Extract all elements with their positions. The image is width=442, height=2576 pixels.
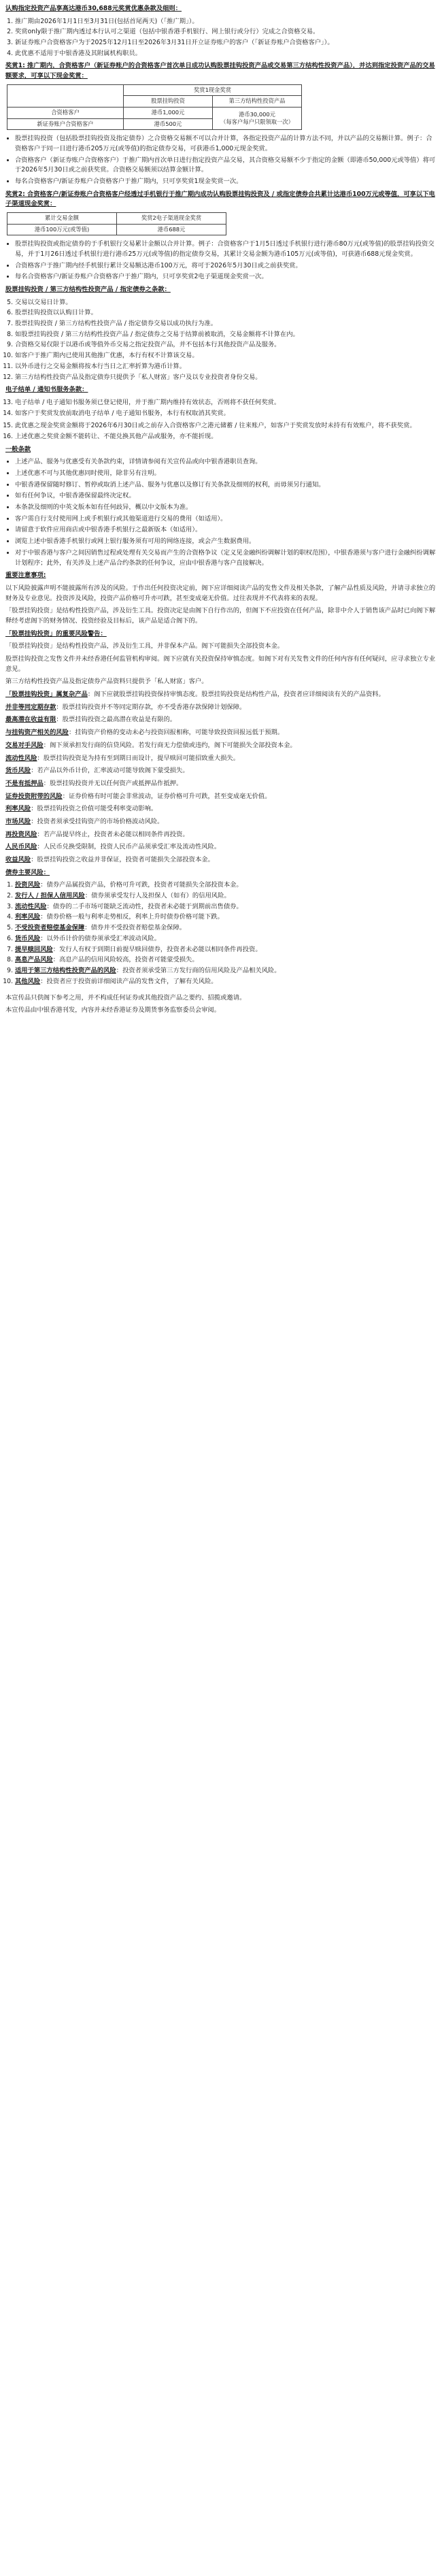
list-item: 12. 第三方结构性投资产品及指定债券只提供予「私人财富」客户及以专业投资者身份交易。	[15, 373, 437, 383]
risk-text: 股票挂钩投资之最高潜在收益是有限的。	[62, 716, 177, 724]
bond-heading: 债券主要风险：	[5, 868, 50, 876]
list-item: • 如有任何争议，中银香港保留最终决定权。	[15, 491, 437, 501]
bond-risk-text: 债券须承受发行人及担保人（如有）的信用风险。	[91, 892, 231, 900]
risk-title: 交易对手风险	[5, 741, 44, 749]
table-row	[7, 224, 226, 235]
risk-text: 股票挂钩投资之价值可能受利率变动影响。	[37, 805, 158, 813]
risk-paragraph: 人民币风险：人民币兑换受限制，投资人民币产品须承受汇率及流动性风险。	[5, 843, 221, 851]
list-item: 14. 如客户于奖赏发放前取消电子结单 / 电子通知书服务，本行有权取消其奖赏。	[15, 409, 437, 419]
list-item: 6. 货币风险：以外币计价的债券须承受汇率波动风险。	[15, 934, 437, 944]
section2-heading: 奖赏1: 推广期内，合资格客户（新证券账户的合资格客户首次单日成功认购股票挂钩投资产品或交易第三方结构性投资产品），并达到指定投资产品的交易额要求，可享以下现金奖赏：	[5, 62, 435, 80]
bond-risk-text: 高息产品的信用风险较高，投资者可能蒙受损失。	[59, 956, 199, 964]
risk-paragraph: 货币风险：若产品以外币计价，汇率波动可能导致阁下蒙受损失。	[5, 767, 189, 775]
paragraph: 「股票挂钩投资」是结构性投资产品，涉及衍生工具，并非保本产品。阁下可能损失全部投资本金。	[5, 642, 284, 650]
bond-risk-text: 投资者应于投资前详细阅读产品的发售文件，了解有关风险。	[46, 977, 218, 985]
risk-title: 不是有抵押品	[5, 779, 44, 787]
list-item: 8. 高息产品风险：高息产品的信用风险较高，投资者可能蒙受损失。	[15, 955, 437, 965]
table-cell: 合资格客户	[7, 108, 124, 119]
bond-risk-title: 适用于第三方结构性投资产品的风险	[15, 966, 116, 974]
list-item: 4. 此优惠不适用于中银香港及其附属机构职员。	[15, 49, 437, 59]
list-item: 7. 股票挂钩投资 / 第三方结构性投资产品 / 指定债券交易以成功执行为准。	[15, 319, 437, 329]
risk-text: 人民币兑换受限制，投资人民币产品须承受汇率及流动性风险。	[43, 843, 221, 851]
risk-text: 阁下须承担发行商的信贷风险。若发行商无力偿债或违约，阁下可能损失全部投资本金。	[50, 741, 296, 749]
list-item: 8. 如股票挂钩投资 / 第三方结构性投资产品 / 指定债券之交易于结算前被取消，交易金额将不计算在内。	[15, 330, 437, 340]
risk-text: 股票挂钩投资并无以任何资产或抵押品作抵押。	[50, 779, 183, 787]
list-item: 9. 合资格交易仅限于以港币或等值外币交易之指定投资产品，并不包括本行其他投资产品及服务。	[15, 340, 437, 350]
reward2-table	[7, 212, 226, 235]
section5-heading: 电子结单 / 通知书服务条款：	[5, 386, 88, 394]
section4-heading: 股票挂钩投资 / 第三方结构性投资产品 / 指定债券之条款：	[5, 286, 171, 294]
bond-risk-title: 流动性风险	[15, 902, 47, 910]
risk-text: 挂钩资产价格的变动未必与投资回报相称，可能导致投资回报远低于预期。	[75, 729, 284, 737]
paragraph: 「股票挂钩投资」是结构性投资产品，涉及衍生工具。投资决定是由阁下自行作出的，但阁下不应投资在任何产品，除非中介人于销售该产品时已向阁下解释经考虑阁下的财务情况、投资经验及目标后，该产品是适合阁下的。	[5, 607, 436, 625]
table-header: 累计交易金额	[7, 213, 117, 225]
bond-risk-text: 以外币计价的债券须承受汇率波动风险。	[46, 934, 160, 942]
list-item: • 浏览上述中银香港手机银行或网上银行服务须有可用的网络连接，或会产生数据费用。	[15, 537, 437, 547]
list-item: • 合资格客户（新证券账户合资格客户）于推广期内首次单日进行指定投资产品交易，其合资格交易额不少于指定的金额（即港币50,000元或等值）将可于2026年5月30日或之前获奖赏。合资格交易额须以结算金额计算。	[15, 156, 437, 176]
risk-title: 「股票挂钩投资」属复杂产品	[5, 691, 88, 699]
risk-paragraph: 流动性风险：股票挂钩投资是为持有至到期日而设计，提早赎回可能招致重大损失。	[5, 754, 240, 762]
risk-paragraph: 利率风险：股票挂钩投资之价值可能受利率变动影响。	[5, 805, 158, 813]
risk-title: 收益风险	[5, 856, 31, 864]
list-item: 16. 上述优惠之奖赏金额不能转让、不能兑换其他产品或服务，亦不能折现。	[15, 432, 437, 442]
bond-risk-title: 利率风险	[15, 913, 41, 921]
section2-bullets	[5, 134, 437, 186]
bond-risk-text: 投资者须承受第三方发行商的信用风险及产品相关风险。	[122, 966, 281, 974]
list-item: 4. 利率风险：债券价格一般与利率走势相反，利率上升时债券价格可能下跌。	[15, 912, 437, 923]
list-item: 13. 电子结单 / 电子通知书服务须已登记使用，并于推广期内维持有效状态，否则将不获任何奖赏。	[15, 398, 437, 408]
list-item: 11. 以外币进行之交易金额将按本行当日之汇率折算为港币计算。	[15, 362, 437, 372]
section3-bullets	[5, 240, 437, 282]
list-item: • 对于中银香港与客户之间因销售过程或处理有关交易而产生的合资格争议（定义见金融纠纷调解计划的职权范围），中银香港须与客户进行金融纠纷调解计划程序；此外，有关涉及上述产品合约条款的任何争议，应由中银香港与客户直接解决。	[15, 548, 437, 568]
paragraph: 以下风险披露声明不能披露所有涉及的风险。于作出任何投资决定前，阁下应详细阅读产品的发售文件及相关条款，了解产品性质及风险，并请寻求独立的财务及专业意见。投资涉及风险，投资产品价格可升亦可跌，甚至变成毫无价值。过往表现并不代表将来的表现。	[5, 584, 436, 602]
bond-risk-title: 投资风险	[15, 881, 41, 889]
footer-text: 本宣传品只供阁下参考之用，并不构成任何证券或其他投资产品之要约、招揽或邀请。	[5, 994, 246, 1002]
table-cell: 港币688元	[117, 224, 226, 235]
risk-title: 并非等同定期存款	[5, 703, 56, 711]
risk-title: 与挂钩资产相关的风险	[5, 729, 69, 737]
bond-risk-title: 其他风险	[15, 977, 41, 985]
list-item: 10. 如客户于推广期内已使用其他推广优惠，本行有权不计算该交易。	[15, 351, 437, 361]
table-cell	[213, 108, 302, 130]
table-header: 奖赏2电子渠道现金奖赏	[117, 213, 226, 225]
risk-text: 阁下应就股票挂钩投资保持审慎态度。股票挂钩投资是结构性产品，投资者应详细阅读有关的产品资料。	[94, 691, 385, 699]
list-item: • 请留意于软件应用商店或中银香港手机银行之最新版本（如适用）。	[15, 525, 437, 535]
risk-text: 投资者须承受挂钩资产的市场价格波动风险。	[37, 817, 164, 825]
table-header: 奖赏1现金奖赏	[124, 84, 302, 96]
risk-text: 股票挂钩投资并不等同定期存款，亦不受香港存款保障计划保障。	[62, 703, 246, 711]
list-item: • 上述优惠不可与其他优惠同时使用，除非另有注明。	[15, 469, 437, 479]
risk-paragraph: 「股票挂钩投资」属复杂产品：阁下应就股票挂钩投资保持审慎态度。股票挂钩投资是结构性产品，投资者应详细阅读有关的产品资料。	[5, 691, 385, 699]
important-heading: 重要注意事项:	[5, 572, 46, 580]
general-heading: 一般条款	[5, 445, 31, 453]
list-item: 2. 奖赏only限于推广期内透过本行认可之渠道（包括中银香港手机银行、网上银行或分行）完成之合资格交易。	[15, 27, 437, 37]
list-item: • 股票挂钩投资（包括股票挂钩投资及指定债券）之合资格交易额不可以合并计算，各指定投资产品的计算方法不同，并以产品的交易额计算。例子：合资格客户于同一日进行港币205万元(或等值)的指定债券交易，可获港币1,000元现金奖赏。	[15, 134, 437, 154]
list-item: 6. 股票挂钩投资以认购日计算。	[15, 308, 437, 318]
bond-risk-text: 债券价格一般与利率走势相反，利率上升时债券价格可能下跌。	[46, 913, 224, 921]
list-item: 3. 流动性风险：债券的二手市场可能缺乏流动性，投资者未必能于到期前出售债券。	[15, 902, 437, 912]
section1-heading: 认购指定投资产品享高达港币30,688元奖赏优惠条款及细则：	[5, 5, 182, 12]
list-item: 2. 发行人 / 担保人信用风险：债券须承受发行人及担保人（如有）的信用风险。	[15, 891, 437, 902]
reward1-table	[7, 84, 302, 130]
bond-risk-text: 债券并不受投资者赔偿基金保障。	[90, 924, 186, 932]
list-item: 15. 此优惠之现金奖赏金额将于2026年6月30日或之前存入合资格客户之港元储蓄 / 往来账户，如客户于奖赏发放时未持有有效账户，将不获奖赏。	[15, 421, 437, 431]
table-cell: 港币1,000元	[124, 108, 213, 119]
risk-paragraph: 收益风险：股票挂钩投资之收益并非保证，投资者可能损失全部投资本金。	[5, 856, 214, 864]
risk-title: 利率风险	[5, 805, 31, 813]
risk-text: 若产品提早终止，投资者未必能以相同条件再投资。	[43, 830, 189, 838]
general-bullets	[5, 457, 437, 568]
risk-title: 货币风险	[5, 767, 31, 775]
bond-risk-text: 债券的二手市场可能缺乏流动性，投资者未必能于到期前出售债券。	[52, 902, 243, 910]
bond-risk-title: 发行人 / 担保人信用风险	[15, 892, 85, 900]
risk-paragraph: 不是有抵押品：股票挂钩投资并无以任何资产或抵押品作抵押。	[5, 779, 183, 787]
list-item: • 合资格客户于推广期内经手机银行累计交易额达港币100万元，将可于2026年5月30日或之前获奖赏。	[15, 261, 437, 271]
risk-text: 若产品以外币计价，汇率波动可能导致阁下蒙受损失。	[37, 767, 189, 775]
table-subheader: 股票挂钩投资	[124, 96, 213, 108]
list-item: • 股票挂钩投资或指定债券的于手机银行交易累计金额以合并计算。例子：合资格客户于1月5日透过手机银行进行港币80万元(或等值)的股票挂钩投资交易，并于1月26日透过手机银行进行港币25万元(或等值)的指定债券交易，其累计交易金额为港币105万元(或等值)，可获港币688元现金奖赏。	[15, 240, 437, 259]
table-cell-text: 港币30,000元	[239, 110, 275, 118]
risk-paragraph: 与挂钩资产相关的风险：挂钩资产价格的变动未必与投资回报相称，可能导致投资回报远低于预期。	[5, 729, 284, 737]
section1-list	[5, 17, 437, 59]
table-subheader: 第三方结构性投资产品	[213, 96, 302, 108]
list-item: • 客户需自行支付使用网上或手机银行或其他渠道进行交易的费用（如适用）。	[15, 514, 437, 525]
table-cell-text: （每客户每户只限领取一次）	[220, 118, 294, 126]
paragraph: 第三方结构性投资产品及指定债券产品资料只提供予「私人财富」客户。	[5, 678, 208, 686]
risk-paragraph: 交易对手风险：阁下须承担发行商的信贷风险。若发行商无力偿债或违约，阁下可能损失全部投资本金。	[5, 741, 296, 749]
risk-title: 最高潜在收益有限	[5, 716, 56, 724]
list-item: • 中银香港保留随时修订、暂停或取消上述产品、服务与优惠以及修订有关条款及细则的权利，而毋须另行通知。	[15, 480, 437, 491]
table-cell: 港币500元	[124, 118, 213, 130]
risk-text: 股票挂钩投资是为持有至到期日而设计，提早赎回可能招致重大损失。	[43, 754, 240, 762]
list-item: 1. 推广期由2026年1月1日至3月31日(包括首尾两天)（「推广期」）。	[15, 17, 437, 27]
section3-heading: 奖赏2: 合资格客户/新证券账户合资格客户经透过手机银行于推广期内成功认购股票挂钩投资及 / 或指定债券合共累计达港币100万元或等值，可享以下电子渠道现金奖赏：	[5, 190, 435, 208]
list-item: 3. 新证券账户合资格客户为于2025年12月1日至2026年3月31日开立证券账户的客户（「新证券账户合资格客户」）。	[15, 38, 437, 48]
list-item: 5. 交易以交易日计算。	[15, 298, 437, 308]
bond-risk-text: 发行人有权于到期日前提早赎回债券，投资者未必能以相同条件再投资。	[59, 945, 262, 953]
risk-paragraph: 最高潜在收益有限：股票挂钩投资之最高潜在收益是有限的。	[5, 716, 177, 724]
eli-heading: 「股票挂钩投资」的重要风险警告：	[5, 629, 107, 638]
paragraph: 股票挂钩投资之发售文件并未经香港任何监管机构审阅。阁下应就有关投资保持审慎态度。如阁下对有关发售文件的任何内容有任何疑问，应寻求独立专业意见。	[5, 655, 436, 673]
risk-title: 再投资风险	[5, 830, 37, 838]
list-item: 7. 提早赎回风险：发行人有权于到期日前提早赎回债券，投资者未必能以相同条件再投资。	[15, 945, 437, 955]
bond-list	[5, 880, 437, 987]
risk-paragraph: 证券投资附带的风险：证券价格有时可能会非常波动，证券价格可升可跌，甚至变成毫无价值。	[5, 792, 271, 800]
risk-title: 证券投资附带的风险	[5, 792, 63, 800]
bond-risk-title: 提早赎回风险	[15, 945, 53, 953]
risk-title: 人民币风险	[5, 843, 37, 851]
list-item: 10. 其他风险：投资者应于投资前详细阅读产品的发售文件，了解有关风险。	[15, 977, 437, 987]
list-item: 9. 适用于第三方结构性投资产品的风险：投资者须承受第三方发行商的信用风险及产品相关风险。	[15, 966, 437, 976]
risk-title: 市场风险	[5, 817, 31, 825]
risk-text: 证券价格有时可能会非常波动，证券价格可升可跌，甚至变成毫无价值。	[69, 792, 271, 800]
list-item: • 上述产品、服务与优惠受有关条款约束，详情请参阅有关宣传品或向中银香港职员查询。	[15, 457, 437, 467]
footer-text: 本宣传品由中银香港刊发，内容并未经香港证券及期货事务监察委员会审阅。	[5, 1006, 221, 1014]
bond-risk-text: 债券产品属投资产品，价格可升可跌，投资者可能损失全部投资本金。	[46, 881, 243, 889]
risk-paragraph: 市场风险：投资者须承受挂钩资产的市场价格波动风险。	[5, 817, 164, 825]
list-item: 5. 不受投资者赔偿基金保障：债券并不受投资者赔偿基金保障。	[15, 923, 437, 934]
list-item: 1. 投资风险：债券产品属投资产品，价格可升可跌，投资者可能损失全部投资本金。	[15, 880, 437, 891]
footer	[5, 993, 437, 1015]
list-item: • 每名合资格客户/新证券账户合资格客户于推广期内，只可享奖赏1现金奖赏一次。	[15, 177, 437, 187]
bond-risk-title: 不受投资者赔偿基金保障	[15, 924, 85, 932]
section5-list	[5, 398, 437, 418]
risk-paragraph: 并非等同定期存款：股票挂钩投资并不等同定期存款，亦不受香港存款保障计划保障。	[5, 703, 246, 711]
table-cell: 新证券账户合资格客户	[7, 118, 124, 130]
table-cell: 港币100万元(或等值)	[7, 224, 117, 235]
table-row	[7, 108, 302, 119]
section6-list	[5, 421, 437, 442]
list-item: • 本条款及细则的中英文版本如有任何歧异，概以中文版本为准。	[15, 503, 437, 513]
list-item: • 每名合资格客户/新证券账户合资格客户于推广期内，只可享奖赏2电子渠道现金奖赏一次。	[15, 272, 437, 282]
table-corner	[7, 84, 124, 107]
bond-risk-title: 货币风险	[15, 934, 41, 942]
risk-paragraph: 再投资风险：若产品提早终止，投资者未必能以相同条件再投资。	[5, 830, 189, 838]
risk-text: 股票挂钩投资之收益并非保证，投资者可能损失全部投资本金。	[37, 856, 214, 864]
bond-risk-title: 高息产品风险	[15, 956, 53, 964]
risk-title: 流动性风险	[5, 754, 37, 762]
section4-list	[5, 298, 437, 383]
